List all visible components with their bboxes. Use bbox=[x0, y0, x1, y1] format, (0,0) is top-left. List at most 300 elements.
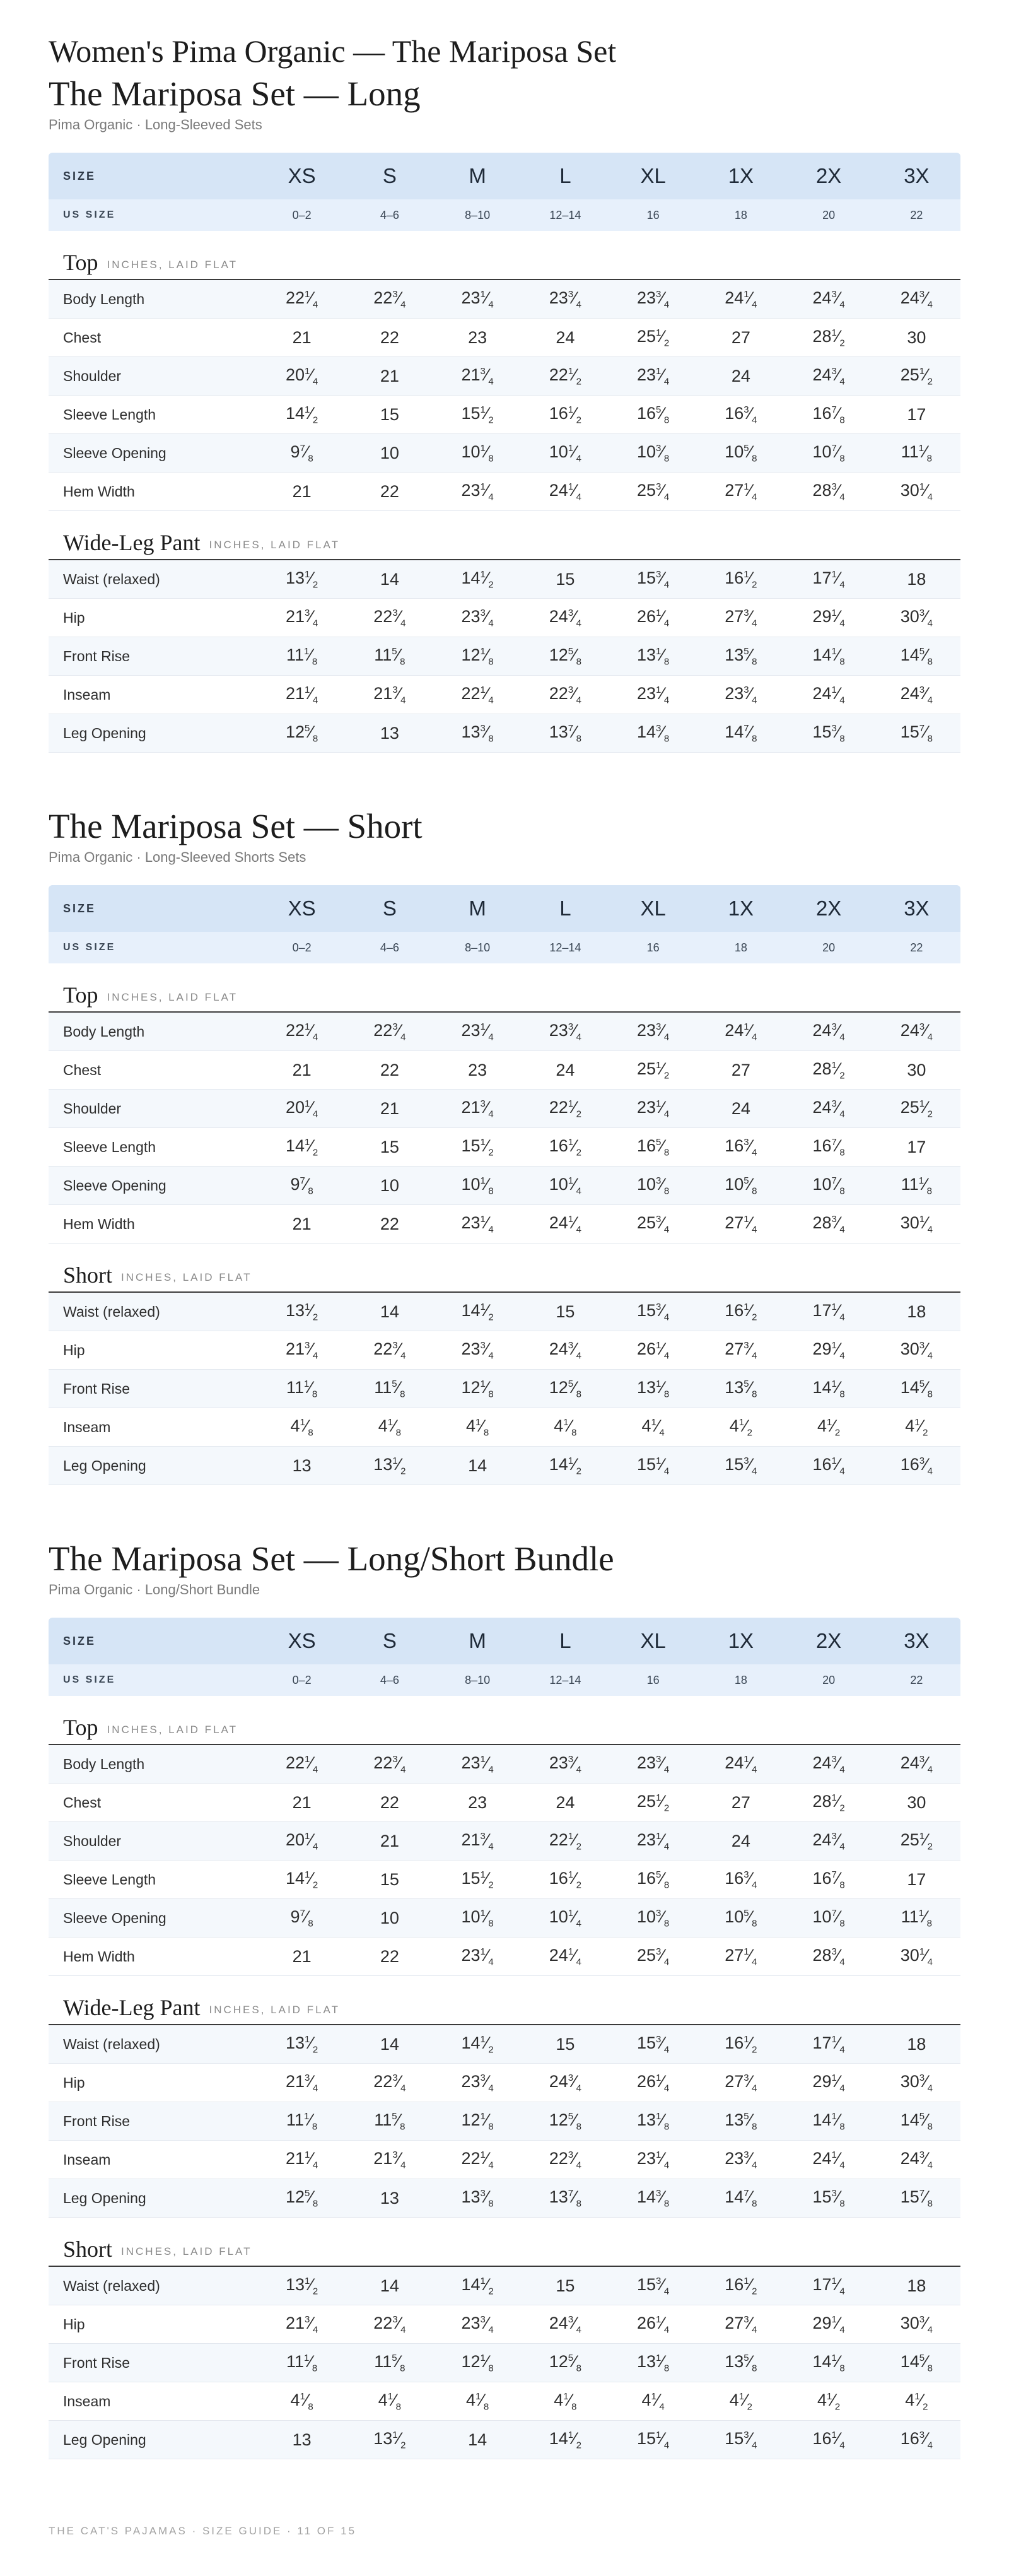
measurement-row bbox=[49, 714, 960, 753]
measurement-value: $24^3⁄_4$ bbox=[549, 1339, 581, 1362]
measurement-label: Waist (relaxed) bbox=[63, 2277, 160, 2294]
measurement-row bbox=[49, 2141, 960, 2179]
measurement-label: Sleeve Length bbox=[63, 406, 156, 423]
us-size-row bbox=[49, 1664, 960, 1696]
size-xl-header: XL bbox=[640, 164, 666, 187]
measurement-row bbox=[49, 1447, 960, 1485]
measurement-value: 21 bbox=[292, 481, 312, 501]
measurement-value: $14^5⁄_8$ bbox=[900, 2351, 933, 2374]
size-1x-header: 1X bbox=[728, 897, 754, 920]
measurement-label: Body Length bbox=[63, 1755, 145, 1772]
measurement-value: 14 bbox=[380, 2034, 399, 2054]
measurement-value: $24^3⁄_4$ bbox=[812, 365, 845, 387]
measurement-value: $24^3⁄_4$ bbox=[900, 1020, 933, 1043]
measurement-value: $11^1⁄_8$ bbox=[901, 1174, 932, 1197]
measurement-value: $22^1⁄_2$ bbox=[549, 1830, 581, 1852]
measurement-label: Hem Width bbox=[63, 1215, 135, 1232]
measurement-value: $23^3⁄_4$ bbox=[549, 288, 581, 310]
measurement-value: 15 bbox=[380, 404, 399, 424]
measurement-value: 23 bbox=[468, 1060, 487, 1079]
measurement-value: $17^1⁄_4$ bbox=[812, 1300, 845, 1323]
measurement-row bbox=[49, 599, 960, 637]
section-name: Wide-Leg Pant bbox=[63, 529, 201, 555]
us-size-cell: 16 bbox=[646, 941, 660, 954]
measurement-label: Leg Opening bbox=[63, 2189, 146, 2206]
set-title: The Mariposa Set — Long bbox=[49, 74, 421, 113]
size-header-label: SIZE bbox=[63, 169, 96, 182]
size-1x-header: 1X bbox=[728, 164, 754, 187]
measurement-value: $14^1⁄_2$ bbox=[461, 568, 494, 591]
measurement-value: $23^1⁄_4$ bbox=[461, 480, 494, 503]
measurement-row bbox=[49, 2305, 960, 2344]
measurement-value: $25^1⁄_2$ bbox=[900, 1097, 933, 1120]
measurement-value: $11^1⁄_8$ bbox=[901, 442, 932, 464]
measurement-row bbox=[49, 1370, 960, 1408]
measurement-value: $24^3⁄_4$ bbox=[900, 1753, 933, 1775]
measurement-value: 10 bbox=[380, 443, 399, 462]
measurement-value: $22^1⁄_4$ bbox=[286, 288, 318, 310]
measurement-value: $21^1⁄_4$ bbox=[286, 2148, 318, 2171]
measurement-value: $23^3⁄_4$ bbox=[461, 606, 494, 629]
measurement-value: $12^1⁄_8$ bbox=[461, 645, 494, 668]
measurement-value: 21 bbox=[292, 1792, 312, 1812]
measurement-value: $24^1⁄_4$ bbox=[725, 1020, 757, 1043]
measurement-value: $27^1⁄_4$ bbox=[725, 1213, 757, 1235]
measurement-row bbox=[49, 1205, 960, 1244]
us-size-cell: 8–10 bbox=[465, 208, 491, 221]
measurement-value: $28^3⁄_4$ bbox=[812, 480, 845, 503]
measurement-value: 21 bbox=[380, 366, 399, 385]
size-3x-header: 3X bbox=[904, 164, 930, 187]
measurement-value: 21 bbox=[292, 327, 312, 347]
measurement-value: $14^1⁄_2$ bbox=[286, 1136, 318, 1158]
measurement-value: $23^3⁄_4$ bbox=[461, 2071, 494, 2094]
us-size-cell: 22 bbox=[910, 208, 923, 221]
measurement-value: 10 bbox=[380, 1175, 399, 1195]
measurement-row bbox=[49, 2382, 960, 2421]
measurement-row bbox=[49, 2179, 960, 2218]
measurement-value: $13^1⁄_2$ bbox=[373, 1454, 406, 1477]
measurement-value: $14^1⁄_8$ bbox=[812, 1377, 845, 1400]
measurement-value: $10^3⁄_8$ bbox=[637, 442, 670, 464]
measurement-value: $4^1⁄_2$ bbox=[729, 1416, 752, 1438]
measurement-row bbox=[49, 434, 960, 473]
us-size-cell: 0–2 bbox=[292, 941, 312, 954]
measurement-value: $16^7⁄_8$ bbox=[812, 1868, 845, 1891]
measurement-value: $15^3⁄_8$ bbox=[812, 2187, 845, 2209]
size-header-row bbox=[49, 885, 960, 932]
section-header bbox=[49, 1710, 960, 1745]
measurement-value: 30 bbox=[907, 1792, 926, 1812]
measurement-row bbox=[49, 1013, 960, 1051]
measurement-value: 22 bbox=[380, 1060, 399, 1079]
measurement-label: Front Rise bbox=[63, 2354, 131, 2371]
section-header bbox=[49, 526, 960, 560]
set-long bbox=[49, 73, 960, 753]
us-size-cell: 4–6 bbox=[380, 1673, 399, 1686]
measurement-value: $29^1⁄_4$ bbox=[812, 2313, 845, 2336]
set-title: The Mariposa Set — Short bbox=[49, 807, 423, 845]
measurement-value: $11^1⁄_8$ bbox=[286, 645, 318, 668]
measurement-value: $22^1⁄_2$ bbox=[549, 365, 581, 387]
measurement-value: $4^1⁄_8$ bbox=[554, 2390, 577, 2413]
measurement-label: Waist (relaxed) bbox=[63, 1303, 160, 1320]
measurement-row bbox=[49, 357, 960, 396]
measurement-value: 21 bbox=[292, 1214, 312, 1233]
section-note: INCHES, LAID FLAT bbox=[107, 258, 238, 271]
measurement-value: $14^1⁄_2$ bbox=[461, 2033, 494, 2056]
measurement-value: 24 bbox=[556, 1792, 575, 1812]
measurement-value: 15 bbox=[380, 1869, 399, 1889]
measurement-value: 13 bbox=[292, 1456, 312, 1475]
measurement-value: $14^1⁄_2$ bbox=[549, 2428, 581, 2451]
measurement-row bbox=[49, 2025, 960, 2064]
measurement-value: $11^5⁄_8$ bbox=[374, 1377, 405, 1400]
measurement-label: Body Length bbox=[63, 290, 145, 307]
measurement-label: Hip bbox=[63, 2315, 85, 2332]
size-header-label: SIZE bbox=[63, 902, 96, 915]
us-size-row bbox=[49, 932, 960, 963]
measurement-value: 14 bbox=[468, 2430, 487, 2449]
measurement-row bbox=[49, 1293, 960, 1331]
measurement-value: $24^3⁄_4$ bbox=[549, 2313, 581, 2336]
set-subtitle: Pima Organic · Long-Sleeved Shorts Sets bbox=[49, 849, 306, 865]
measurement-value: $23^1⁄_4$ bbox=[461, 1213, 494, 1235]
measurement-value: $12^1⁄_8$ bbox=[461, 2351, 494, 2374]
measurement-value: $23^1⁄_4$ bbox=[637, 365, 670, 387]
measurement-value: $24^3⁄_4$ bbox=[900, 288, 933, 310]
measurement-value: $23^3⁄_4$ bbox=[461, 1339, 494, 1362]
measurement-label: Inseam bbox=[63, 1418, 111, 1435]
measurement-value: 14 bbox=[380, 1302, 399, 1321]
measurement-label: Hip bbox=[63, 609, 85, 626]
measurement-value: $15^3⁄_4$ bbox=[637, 568, 670, 591]
us-size-cell: 8–10 bbox=[465, 1673, 491, 1686]
us-size-label: US SIZE bbox=[63, 942, 116, 953]
measurement-value: $10^5⁄_8$ bbox=[725, 1174, 757, 1197]
measurement-value: $24^1⁄_4$ bbox=[549, 1945, 581, 1968]
measurement-value: $4^1⁄_2$ bbox=[905, 1416, 928, 1438]
size-xs-header: XS bbox=[288, 897, 316, 920]
measurement-value: $23^3⁄_4$ bbox=[637, 288, 670, 310]
measurement-value: $15^3⁄_4$ bbox=[637, 2033, 670, 2056]
measurement-value: $14^3⁄_8$ bbox=[637, 2187, 670, 2209]
measurement-value: $16^1⁄_4$ bbox=[812, 1454, 845, 1477]
section-name: Short bbox=[63, 1262, 113, 1288]
measurement-value: $10^1⁄_8$ bbox=[461, 1907, 494, 1929]
measurement-label: Inseam bbox=[63, 686, 111, 703]
measurement-value: $9^7⁄_8$ bbox=[290, 1174, 313, 1197]
measurement-value: 24 bbox=[731, 366, 750, 385]
section-name: Top bbox=[63, 1714, 98, 1740]
size-m-header: M bbox=[469, 897, 486, 920]
measurement-value: $22^1⁄_2$ bbox=[549, 1097, 581, 1120]
measurement-value: 10 bbox=[380, 1908, 399, 1927]
measurement-value: $13^5⁄_8$ bbox=[725, 1377, 757, 1400]
measurement-value: $13^1⁄_2$ bbox=[373, 2428, 406, 2451]
measurement-label: Body Length bbox=[63, 1023, 145, 1040]
measurement-value: $16^1⁄_4$ bbox=[812, 2428, 845, 2451]
measurement-value: $20^1⁄_4$ bbox=[286, 365, 318, 387]
measurement-label: Shoulder bbox=[63, 367, 122, 384]
measurement-value: $11^5⁄_8$ bbox=[374, 2351, 405, 2374]
measurement-label: Shoulder bbox=[63, 1100, 122, 1117]
measurement-value: $23^1⁄_4$ bbox=[461, 288, 494, 310]
size-header-row bbox=[49, 153, 960, 199]
measurement-value: $14^5⁄_8$ bbox=[900, 645, 933, 668]
measurement-row bbox=[49, 676, 960, 714]
section-note: INCHES, LAID FLAT bbox=[121, 2245, 252, 2257]
set-subtitle: Pima Organic · Long-Sleeved Sets bbox=[49, 117, 262, 132]
measurement-value: $20^1⁄_4$ bbox=[286, 1097, 318, 1120]
measurement-value: $15^3⁄_4$ bbox=[725, 2428, 757, 2451]
measurement-value: $23^1⁄_4$ bbox=[461, 1753, 494, 1775]
measurement-value: $10^1⁄_4$ bbox=[549, 442, 581, 464]
measurement-value: $12^5⁄_8$ bbox=[549, 2351, 581, 2374]
measurement-value: $14^1⁄_2$ bbox=[461, 2274, 494, 2297]
measurement-value: 27 bbox=[731, 1060, 750, 1079]
measurement-label: Chest bbox=[63, 1794, 102, 1811]
measurement-value: $14^3⁄_8$ bbox=[637, 722, 670, 744]
measurement-value: $21^3⁄_4$ bbox=[286, 606, 318, 629]
size-l-header: L bbox=[559, 1629, 571, 1652]
measurement-row bbox=[49, 1822, 960, 1861]
measurement-value: $23^1⁄_4$ bbox=[461, 1945, 494, 1968]
measurement-value: $12^1⁄_8$ bbox=[461, 1377, 494, 1400]
measurement-value: $14^1⁄_2$ bbox=[286, 403, 318, 426]
measurement-value: $28^1⁄_2$ bbox=[812, 326, 845, 349]
measurement-value: $10^7⁄_8$ bbox=[812, 1907, 845, 1929]
size-xs-header: XS bbox=[288, 164, 316, 187]
size-xl-header: XL bbox=[640, 1629, 666, 1652]
measurement-value: $24^1⁄_4$ bbox=[725, 288, 757, 310]
us-size-cell: 20 bbox=[822, 208, 836, 221]
measurement-value: $16^5⁄_8$ bbox=[637, 403, 670, 426]
measurement-value: 21 bbox=[380, 1098, 399, 1118]
size-table bbox=[49, 153, 960, 753]
measurement-value: $14^7⁄_8$ bbox=[725, 722, 757, 744]
measurement-label: Inseam bbox=[63, 2392, 111, 2409]
measurement-value: 30 bbox=[907, 327, 926, 347]
measurement-value: 13 bbox=[292, 2430, 312, 2449]
section-header bbox=[49, 245, 960, 280]
measurement-value: $4^1⁄_8$ bbox=[466, 2390, 489, 2413]
size-s-header: S bbox=[382, 1629, 397, 1652]
measurement-value: $24^3⁄_4$ bbox=[812, 1830, 845, 1852]
measurement-value: $12^5⁄_8$ bbox=[286, 2187, 318, 2209]
measurement-value: $13^1⁄_8$ bbox=[637, 1377, 670, 1400]
measurement-value: 17 bbox=[907, 1869, 926, 1889]
measurement-value: $14^1⁄_8$ bbox=[812, 2351, 845, 2374]
measurement-value: $25^1⁄_2$ bbox=[900, 365, 933, 387]
measurement-value: $11^5⁄_8$ bbox=[374, 645, 405, 668]
measurement-label: Sleeve Opening bbox=[63, 444, 166, 461]
measurement-value: 14 bbox=[380, 2276, 399, 2295]
measurement-value: $22^3⁄_4$ bbox=[373, 606, 406, 629]
measurement-label: Hip bbox=[63, 2074, 85, 2091]
measurement-value: $4^1⁄_2$ bbox=[817, 2390, 841, 2413]
measurement-value: $17^1⁄_4$ bbox=[812, 2274, 845, 2297]
measurement-value: $10^5⁄_8$ bbox=[725, 442, 757, 464]
measurement-value: $25^3⁄_4$ bbox=[637, 1945, 670, 1968]
measurement-value: $26^1⁄_4$ bbox=[637, 2313, 670, 2336]
document-title: Women's Pima Organic — The Mariposa Set bbox=[49, 33, 617, 69]
measurement-row bbox=[49, 1745, 960, 1784]
measurement-value: $16^7⁄_8$ bbox=[812, 1136, 845, 1158]
measurement-value: $25^3⁄_4$ bbox=[637, 1213, 670, 1235]
us-size-cell: 12–14 bbox=[549, 941, 581, 954]
measurement-label: Chest bbox=[63, 329, 102, 346]
measurement-row bbox=[49, 560, 960, 599]
size-l-header: L bbox=[559, 897, 571, 920]
set-subtitle: Pima Organic · Long/Short Bundle bbox=[49, 1582, 260, 1597]
measurement-value: $13^5⁄_8$ bbox=[725, 2110, 757, 2132]
section-note: INCHES, LAID FLAT bbox=[209, 538, 340, 551]
measurement-row bbox=[49, 319, 960, 357]
measurement-value: $29^1⁄_4$ bbox=[812, 606, 845, 629]
measurement-value: $16^1⁄_2$ bbox=[725, 1300, 757, 1323]
measurement-value: 21 bbox=[292, 1946, 312, 1966]
section-name: Wide-Leg Pant bbox=[63, 1994, 201, 2020]
measurement-value: $16^5⁄_8$ bbox=[637, 1868, 670, 1891]
measurement-value: 22 bbox=[380, 1214, 399, 1233]
measurement-value: $22^3⁄_4$ bbox=[373, 288, 406, 310]
measurement-value: $12^5⁄_8$ bbox=[549, 2110, 581, 2132]
measurement-value: $28^1⁄_2$ bbox=[812, 1791, 845, 1814]
measurement-value: $16^1⁄_2$ bbox=[725, 2274, 757, 2297]
measurement-value: $13^1⁄_8$ bbox=[637, 2351, 670, 2374]
size-2x-header: 2X bbox=[815, 897, 842, 920]
us-size-cell: 0–2 bbox=[292, 1673, 312, 1686]
measurement-value: $10^1⁄_4$ bbox=[549, 1907, 581, 1929]
measurement-value: $16^1⁄_2$ bbox=[549, 403, 581, 426]
measurement-value: $26^1⁄_4$ bbox=[637, 1339, 670, 1362]
measurement-value: $21^3⁄_4$ bbox=[373, 683, 406, 706]
measurement-value: $23^1⁄_4$ bbox=[637, 2148, 670, 2171]
measurement-value: $15^3⁄_4$ bbox=[637, 2274, 670, 2297]
measurement-row bbox=[49, 1331, 960, 1370]
measurement-value: $22^3⁄_4$ bbox=[549, 683, 581, 706]
measurement-label: Sleeve Length bbox=[63, 1138, 156, 1155]
measurement-value: $15^1⁄_2$ bbox=[461, 1868, 494, 1891]
measurement-value: 30 bbox=[907, 1060, 926, 1079]
measurement-value: $23^1⁄_4$ bbox=[637, 1097, 670, 1120]
measurement-row bbox=[49, 2344, 960, 2382]
measurement-value: $10^5⁄_8$ bbox=[725, 1907, 757, 1929]
measurement-row bbox=[49, 280, 960, 319]
size-2x-header: 2X bbox=[815, 164, 842, 187]
measurement-label: Front Rise bbox=[63, 647, 131, 664]
us-size-cell: 22 bbox=[910, 941, 923, 954]
set-short bbox=[49, 806, 960, 1485]
measurement-value: $10^1⁄_8$ bbox=[461, 442, 494, 464]
measurement-value: 24 bbox=[556, 327, 575, 347]
measurement-value: $30^1⁄_4$ bbox=[900, 480, 933, 503]
measurement-value: $13^7⁄_8$ bbox=[549, 2187, 581, 2209]
measurement-value: $16^7⁄_8$ bbox=[812, 403, 845, 426]
section-name: Short bbox=[63, 2236, 113, 2262]
measurement-value: $22^1⁄_4$ bbox=[461, 2148, 494, 2171]
measurement-value: $27^3⁄_4$ bbox=[725, 2313, 757, 2336]
measurement-value: $16^1⁄_2$ bbox=[725, 568, 757, 591]
measurement-value: 13 bbox=[380, 2188, 399, 2208]
measurement-label: Sleeve Opening bbox=[63, 1909, 166, 1926]
measurement-row bbox=[49, 1051, 960, 1090]
section-note: INCHES, LAID FLAT bbox=[107, 991, 238, 1003]
measurement-value: $4^1⁄_8$ bbox=[466, 1416, 489, 1438]
us-size-cell: 12–14 bbox=[549, 208, 581, 221]
measurement-row bbox=[49, 1861, 960, 1899]
measurement-value: $15^7⁄_8$ bbox=[900, 2187, 933, 2209]
measurement-value: $23^3⁄_4$ bbox=[637, 1020, 670, 1043]
us-size-cell: 4–6 bbox=[380, 208, 399, 221]
measurement-value: $13^1⁄_2$ bbox=[286, 568, 318, 591]
set-title: The Mariposa Set — Long/Short Bundle bbox=[49, 1539, 614, 1578]
measurement-label: Leg Opening bbox=[63, 1457, 146, 1474]
measurement-value: $16^1⁄_2$ bbox=[725, 2033, 757, 2056]
measurement-value: 15 bbox=[556, 569, 575, 589]
measurement-value: $21^3⁄_4$ bbox=[286, 2313, 318, 2336]
measurement-value: $22^3⁄_4$ bbox=[549, 2148, 581, 2171]
measurement-value: $11^1⁄_8$ bbox=[286, 2351, 318, 2374]
measurement-value: 17 bbox=[907, 1137, 926, 1156]
measurement-row bbox=[49, 473, 960, 511]
measurement-value: 13 bbox=[380, 723, 399, 743]
measurement-value: $16^3⁄_4$ bbox=[900, 1454, 933, 1477]
measurement-value: $4^1⁄_8$ bbox=[290, 1416, 313, 1438]
measurement-value: $25^3⁄_4$ bbox=[637, 480, 670, 503]
measurement-value: $23^3⁄_4$ bbox=[461, 2313, 494, 2336]
measurement-label: Front Rise bbox=[63, 2112, 131, 2129]
measurement-value: $10^1⁄_8$ bbox=[461, 1174, 494, 1197]
measurement-value: $15^1⁄_2$ bbox=[461, 1136, 494, 1158]
measurement-value: $21^3⁄_4$ bbox=[286, 2071, 318, 2094]
measurement-value: $15^1⁄_4$ bbox=[637, 1454, 670, 1477]
measurement-value: $9^7⁄_8$ bbox=[290, 1907, 313, 1929]
measurement-label: Leg Opening bbox=[63, 724, 146, 741]
measurement-value: $21^1⁄_4$ bbox=[286, 683, 318, 706]
measurement-value: 23 bbox=[468, 1792, 487, 1812]
us-size-label: US SIZE bbox=[63, 209, 116, 220]
measurement-value: $22^1⁄_4$ bbox=[286, 1020, 318, 1043]
measurement-value: $24^3⁄_4$ bbox=[812, 288, 845, 310]
size-header-label: SIZE bbox=[63, 1634, 96, 1647]
measurement-value: 24 bbox=[731, 1831, 750, 1850]
size-m-header: M bbox=[469, 1629, 486, 1652]
measurement-value: $25^1⁄_2$ bbox=[900, 1830, 933, 1852]
measurement-value: $27^3⁄_4$ bbox=[725, 1339, 757, 1362]
measurement-value: $22^1⁄_4$ bbox=[286, 1753, 318, 1775]
measurement-value: $14^1⁄_2$ bbox=[549, 1454, 581, 1477]
measurement-value: $22^1⁄_4$ bbox=[461, 683, 494, 706]
measurement-row bbox=[49, 1408, 960, 1447]
measurement-value: $22^3⁄_4$ bbox=[373, 2071, 406, 2094]
us-size-cell: 0–2 bbox=[292, 208, 312, 221]
measurement-value: $24^3⁄_4$ bbox=[549, 2071, 581, 2094]
measurement-label: Hip bbox=[63, 1341, 85, 1358]
measurement-value: $16^3⁄_4$ bbox=[900, 2428, 933, 2451]
measurement-label: Hem Width bbox=[63, 483, 135, 500]
measurement-value: $14^5⁄_8$ bbox=[900, 2110, 933, 2132]
measurement-value: $14^1⁄_2$ bbox=[461, 1300, 494, 1323]
measurement-value: $14^1⁄_2$ bbox=[286, 1868, 318, 1891]
section-note: INCHES, LAID FLAT bbox=[121, 1271, 252, 1283]
measurement-value: 15 bbox=[556, 2276, 575, 2295]
measurement-value: $14^5⁄_8$ bbox=[900, 1377, 933, 1400]
size-xs-header: XS bbox=[288, 1629, 316, 1652]
measurement-value: $24^1⁄_4$ bbox=[549, 1213, 581, 1235]
measurement-value: $4^1⁄_8$ bbox=[378, 2390, 401, 2413]
